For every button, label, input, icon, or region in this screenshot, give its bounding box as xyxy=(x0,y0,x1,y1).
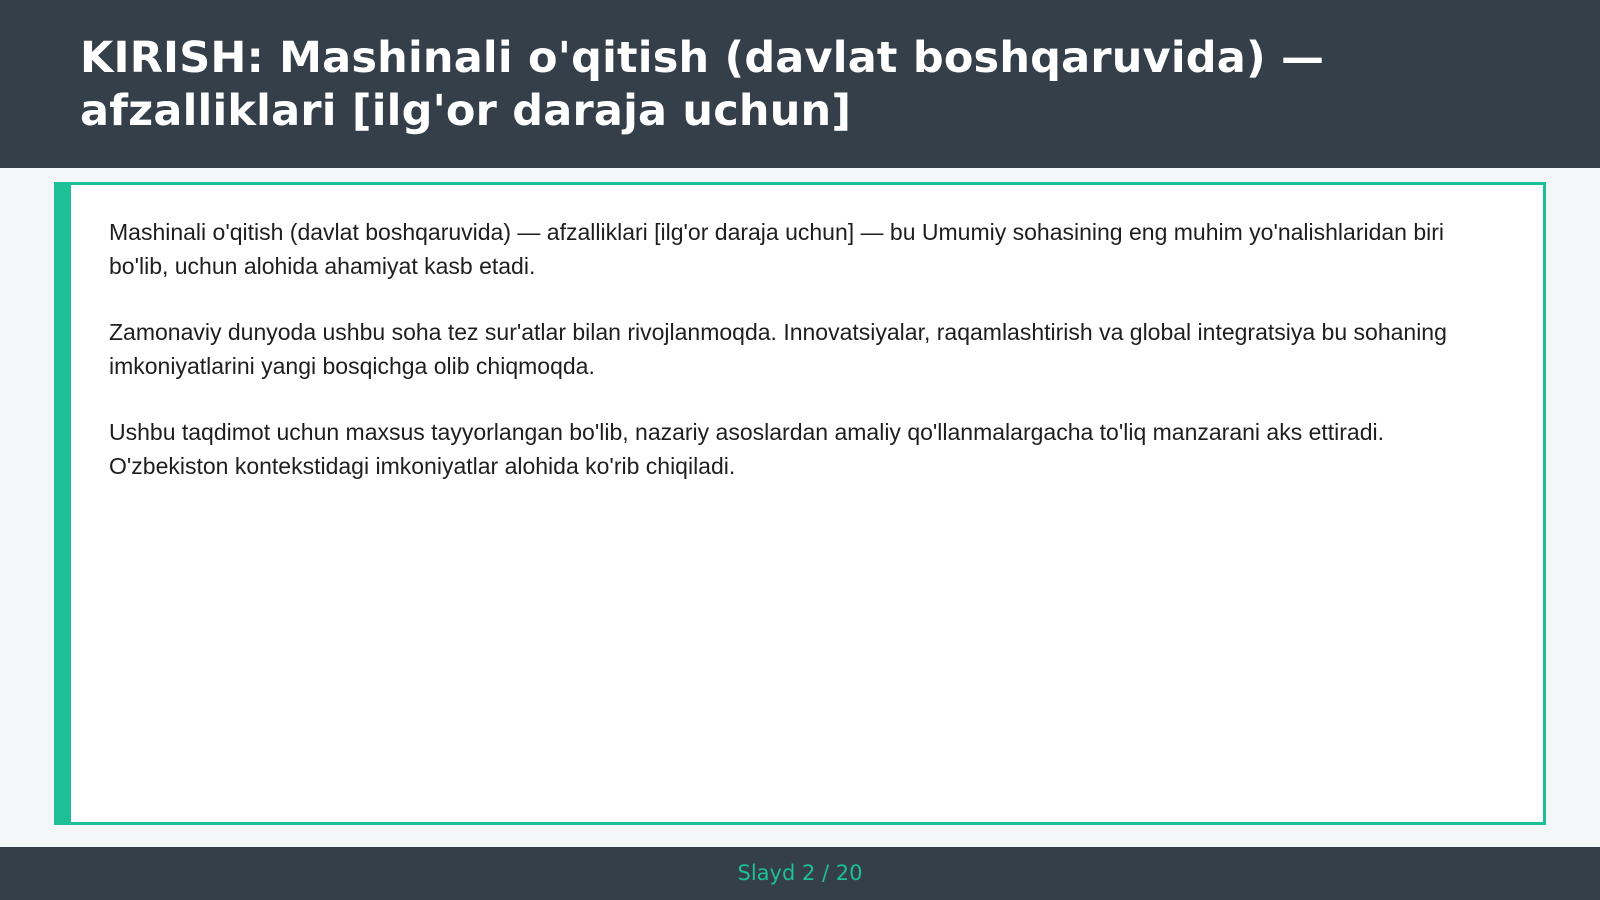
paragraph-modern-world: Zamonaviy dunyoda ushbu soha tez sur'atlar bilan rivojlanmoqda. Innovatsiyalar, raqamlashtirish va global integratsiya bu sohaning imkoniyatlarini yangi bosqichga olib chiqmoqda. xyxy=(109,319,1447,379)
slide-footer xyxy=(0,847,1600,900)
paragraph-presentation-scope: Ushbu taqdimot uchun maxsus tayyorlangan bo'lib, nazariy asoslardan amaliy qo'llanmalargacha to'liq manzarani aks ettiradi. O'zbekiston kontekstidagi imkoniyatlar alohida ko'rib chiqiladi. xyxy=(109,419,1385,479)
slide-counter: Slayd 2 / 20 xyxy=(737,861,863,885)
content-card xyxy=(54,182,1546,825)
slide-title: KIRISH: Mashinali o'qitish (davlat boshqaruvida) — afzalliklari [ilg'or daraja uchun] xyxy=(80,33,1325,136)
paragraph-intro: Mashinali o'qitish (davlat boshqaruvida) — afzalliklari [ilg'or daraja uchun] — bu Umumiy sohasining eng muhim yo'nalishlaridan biri bo'lib, uchun alohida ahamiyat kasb etadi. xyxy=(109,219,1445,279)
slide-header xyxy=(0,0,1600,168)
